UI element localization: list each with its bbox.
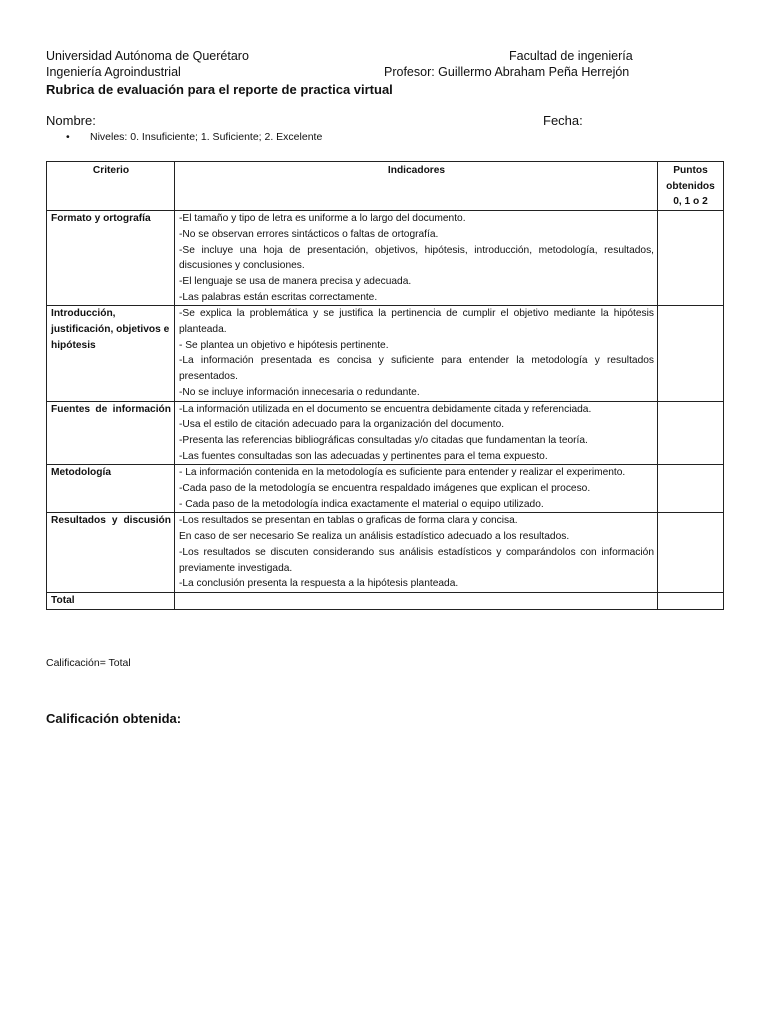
indicador-item: -La conclusión presenta la respuesta a la hipótesis planteada. <box>179 578 459 590</box>
indicadores-cell <box>175 306 658 401</box>
table-header-row <box>47 162 724 211</box>
criterio-cell: Introducción, justificación, objetivos e hipótesis <box>47 306 175 401</box>
fecha-label: Fecha: <box>543 113 583 128</box>
puntos-cell[interactable] <box>658 465 724 513</box>
indicador-item: -La información utilizada en el documento se encuentra debidamente citada y referenciada. <box>179 403 592 415</box>
table-row <box>47 513 724 593</box>
header-indicadores: Indicadores <box>175 162 658 211</box>
total-label: Total <box>47 592 175 609</box>
calificacion-obtenida: Calificación obtenida: <box>46 711 182 726</box>
puntos-cell[interactable] <box>658 306 724 401</box>
indicador-item: - Cada paso de la metodología indica exactamente el material o equipo utilizado. <box>179 498 544 510</box>
rubric-table <box>46 161 724 610</box>
professor-name: Profesor: Guillermo Abraham Peña Herrejón <box>384 65 630 79</box>
puntos-cell[interactable] <box>658 401 724 465</box>
nombre-label: Nombre: <box>46 113 96 128</box>
indicador-item: -Los resultados se discuten considerando sus análisis estadísticos y comparándolos con información previamente investigada. <box>179 546 654 574</box>
indicador-item: -El lenguaje se usa de manera precisa y adecuada. <box>179 275 412 287</box>
criterio-cell: Fuentes de información <box>47 401 175 465</box>
indicadores-cell <box>175 513 658 593</box>
header-criterio: Criterio <box>47 162 175 211</box>
indicadores-cell <box>175 465 658 513</box>
indicador-item: En caso de ser necesario Se realiza un análisis estadístico adecuado a los resultados. <box>179 531 570 543</box>
indicador-item: -No se observan errores sintácticos o faltas de ortografía. <box>179 228 439 240</box>
indicador-item: -Usa el estilo de citación adecuado para la organización del documento. <box>179 419 505 431</box>
table-row <box>47 465 724 513</box>
table-row <box>47 401 724 465</box>
bullet-icon: • <box>66 131 70 143</box>
header-puntos: Puntos obtenidos 0, 1 o 2 <box>658 162 724 211</box>
university-name: Universidad Autónoma de Querétaro <box>46 49 249 63</box>
indicador-item: -No se incluye información innecesaria o redundante. <box>179 386 420 398</box>
indicador-item: -El tamaño y tipo de letra es uniforme a lo largo del documento. <box>179 213 466 225</box>
indicador-item: -Presenta las referencias bibliográficas consultadas y/o citadas que fundamentan la teoría. <box>179 434 588 446</box>
indicadores-cell <box>175 211 658 306</box>
niveles-text: Niveles: 0. Insuficiente; 1. Suficiente; 2. Excelente <box>90 131 323 143</box>
total-indicadores-cell <box>175 592 658 609</box>
criterio-cell: Resultados y discusión <box>47 513 175 593</box>
table-row <box>47 306 724 401</box>
program-name: Ingeniería Agroindustrial <box>46 65 181 79</box>
puntos-cell[interactable] <box>658 211 724 306</box>
indicador-item: - La información contenida en la metodología es suficiente para entender y realizar el experimento. <box>179 467 626 479</box>
calificacion-formula: Calificación= Total <box>46 657 131 669</box>
indicador-item: -Las palabras están escritas correctamente. <box>179 291 378 303</box>
puntos-cell[interactable] <box>658 513 724 593</box>
indicador-item: -La información presentada es concisa y suficiente para entender la metodología y resultados presentados. <box>179 355 654 383</box>
indicador-item: -Se explica la problemática y se justifica la pertinencia de cumplir el objetivo mediante la hipótesis planteada. <box>179 308 654 336</box>
indicadores-cell <box>175 401 658 465</box>
indicador-item: -Cada paso de la metodología se encuentra respaldado imágenes que explican el proceso. <box>179 483 591 495</box>
criterio-cell: Formato y ortografía <box>47 211 175 306</box>
faculty-name: Facultad de ingeniería <box>509 49 633 63</box>
indicador-item: -Las fuentes consultadas son las adecuadas y pertinentes para el tema expuesto. <box>179 450 548 462</box>
criterio-cell: Metodología <box>47 465 175 513</box>
indicador-item: -Los resultados se presentan en tablas o graficas de forma clara y concisa. <box>179 515 518 527</box>
indicador-item: -Se incluye una hoja de presentación, objetivos, hipótesis, introducción, metodología, resultados, discusiones y conclusiones. <box>179 244 654 272</box>
table-row <box>47 211 724 306</box>
indicador-item: - Se plantea un objetivo e hipótesis pertinente. <box>179 339 389 351</box>
total-row <box>47 592 724 609</box>
document-title: Rubrica de evaluación para el reporte de practica virtual <box>46 82 393 97</box>
total-puntos-cell[interactable] <box>658 592 724 609</box>
